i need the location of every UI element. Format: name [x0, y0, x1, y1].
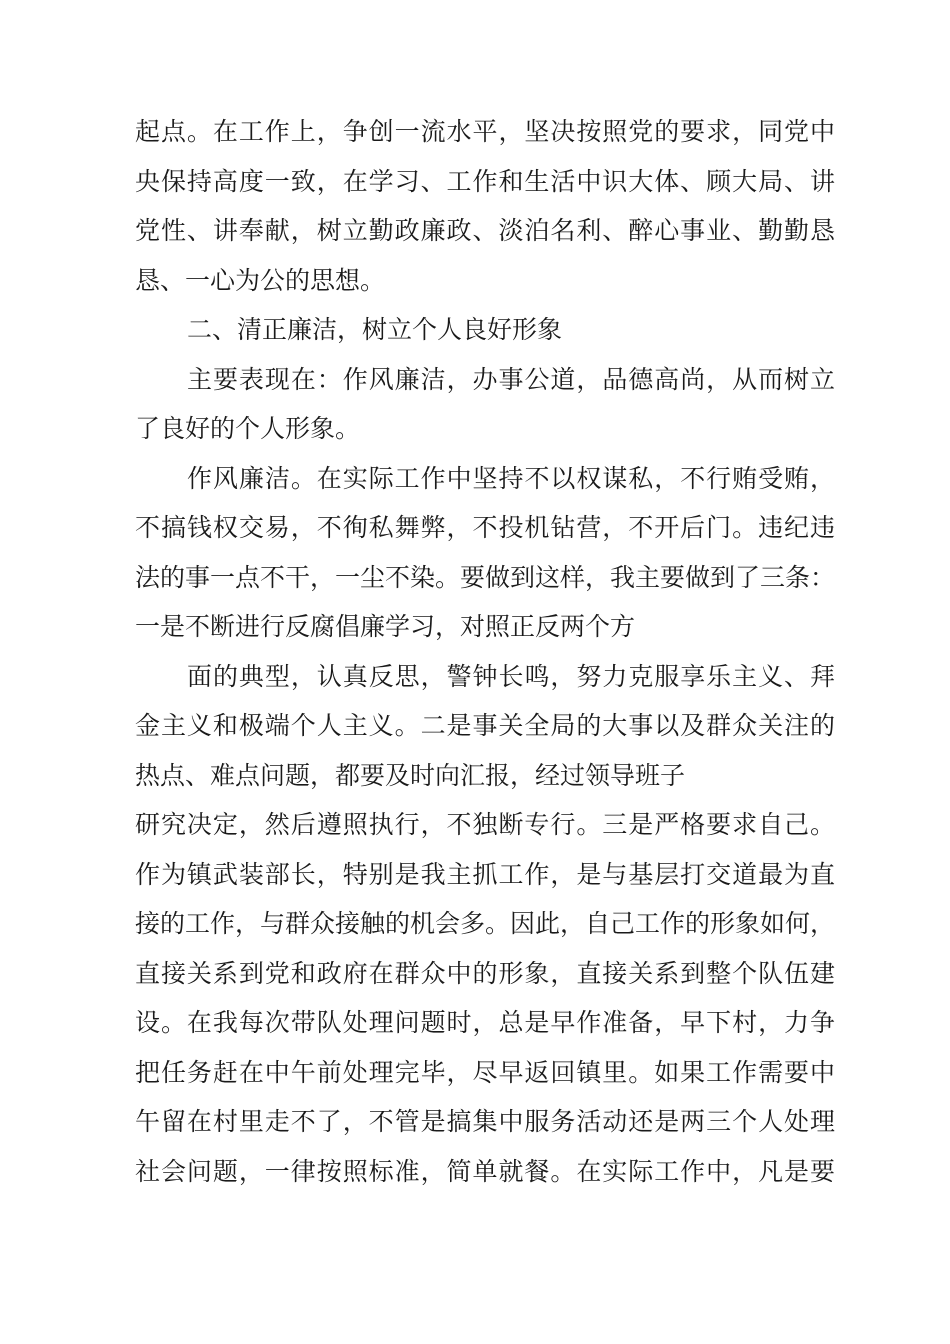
text-line: 恳、一心为公的思想。	[135, 265, 386, 295]
text-line: 金主义和极端个人主义。二是事关全局的大事以及群众关注的	[135, 711, 835, 740]
text-line: 把任务赶在中午前处理完毕，尽早返回镇里。如果工作需要中	[135, 1057, 835, 1087]
document-body	[135, 107, 835, 1196]
text-line: 作为镇武装部长，特别是我主抓工作，是与基层打交道最为直	[135, 859, 835, 889]
text-line: 二、清正廉洁，树立个人良好形象	[187, 315, 563, 344]
text-line: 央保持高度一致，在学习、工作和生活中识大体、顾大局、讲	[135, 166, 835, 196]
text-line: 研究决定，然后遵照执行，不独断专行。三是严格要求自己。	[135, 810, 835, 839]
text-line: 直接关系到党和政府在群众中的形象，直接关系到整个队伍建	[135, 958, 835, 988]
text-line: 了良好的个人形象。	[135, 414, 361, 443]
text-line: 社会问题，一律按照标准，简单就餐。在实际工作中，凡是要	[135, 1156, 835, 1186]
text-line: 热点、难点问题，都要及时向汇报，经过领导班子	[135, 760, 686, 790]
text-line: 不搞钱权交易，不徇私舞弊，不投机钻营，不开后门。违纪违	[135, 513, 835, 542]
text-line: 党性、讲奉献，树立勤政廉政、淡泊名利、醉心事业、勤勤恳	[135, 216, 835, 245]
text-line: 作风廉洁。在实际工作中坚持不以权谋私，不行贿受贿，	[187, 463, 835, 493]
text-line: 设。在我每次带队处理问题时，总是早作准备，早下村，力争	[135, 1008, 835, 1037]
text-line: 起点。在工作上，争创一流水平，坚决按照党的要求，同党中	[135, 117, 835, 146]
text-line: 法的事一点不干，一尘不染。要做到这样，我主要做到了三条：	[135, 562, 836, 592]
text-line: 午留在村里走不了，不管是搞集中服务活动还是两三个人处理	[135, 1107, 835, 1136]
text-line: 一是不断进行反腐倡廉学习，对照正反两个方	[135, 612, 636, 641]
text-line: 接的工作，与群众接触的机会多。因此，自己工作的形象如何，	[135, 909, 836, 938]
text-line: 面的典型，认真反思，警钟长鸣，努力克服享乐主义、拜	[187, 661, 835, 691]
text-line: 主要表现在：作风廉洁，办事公道，品德高尚，从而树立	[187, 364, 835, 394]
